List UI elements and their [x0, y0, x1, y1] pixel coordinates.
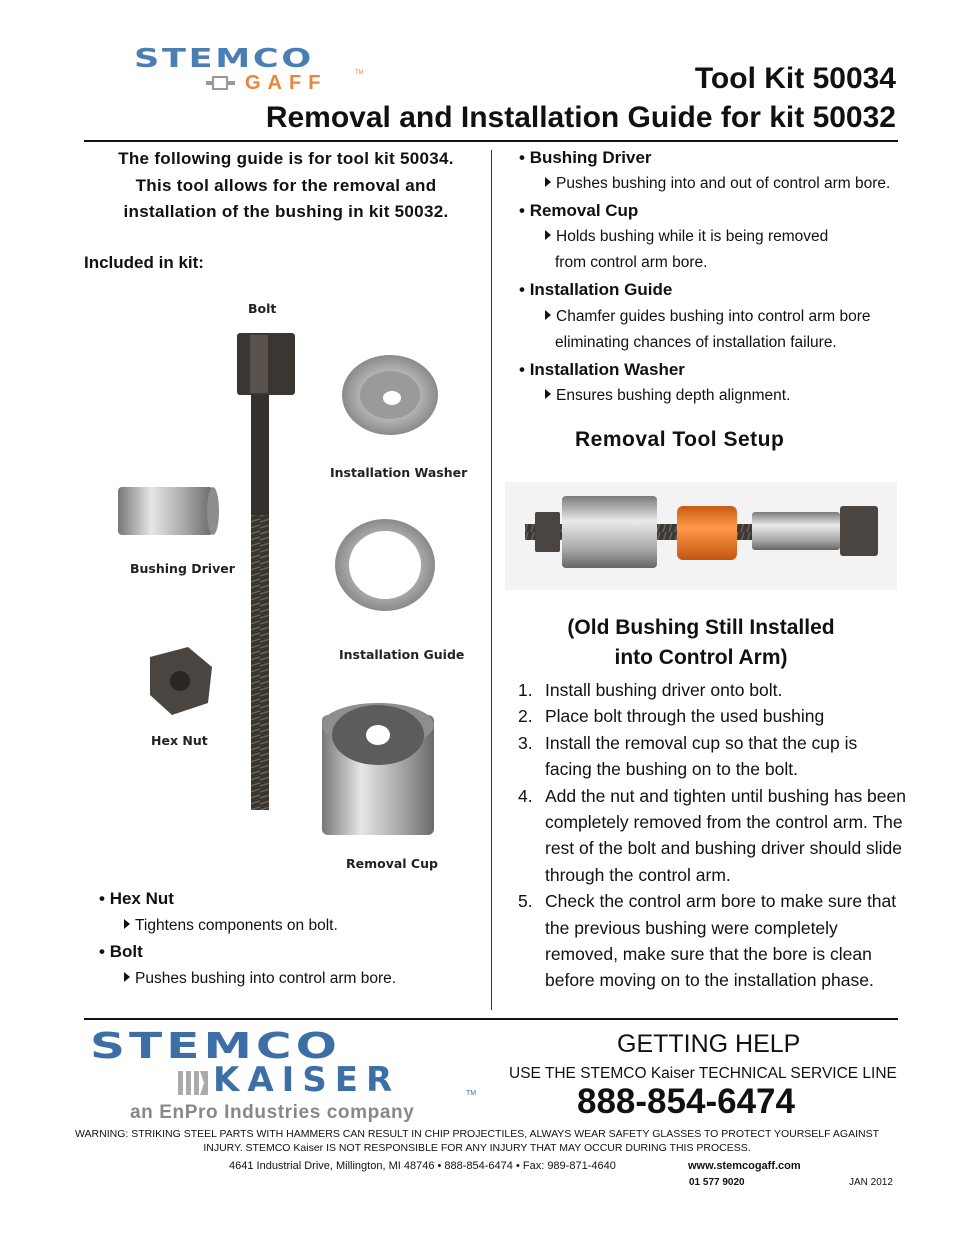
company-address: 4641 Industrial Drive, Millington, MI 48746 • 888-854-6474 • Fax: 989-871-4640 — [229, 1160, 616, 1172]
bushing-driver-image — [118, 487, 219, 535]
removal-subtitle: (Old Bushing Still Installed into Control Arm) — [567, 616, 835, 669]
triangle-bullet-icon — [545, 310, 551, 320]
safety-warning: WARNING: STRIKING STEEL PARTS WITH HAMMERS CAN RESULT IN CHIP PROJECTILES, ALWAYS WEAR SAFETY GLASSES TO PROTECT YOURSELF AGAINST INJURY. STEMCO Kaiser IS NOT RESPONSIBLE FOR ANY INJURY THAT MAY OCCUR DURING THIS PROCESS. — [75, 1128, 879, 1154]
kaiser-tm: TM — [466, 1090, 477, 1097]
gaff-logo: GAFF — [245, 72, 328, 94]
page-subtitle: Removal and Installation Guide for kit 50032 — [265, 101, 896, 134]
gaff-mark-icon — [206, 75, 236, 91]
enpro-tagline: an EnPro Industries company — [130, 1102, 415, 1123]
footer-stemco-logo: STEMCO — [90, 1026, 342, 1067]
help-line: USE THE STEMCO Kaiser TECHNICAL SERVICE LINE — [509, 1065, 897, 1082]
triangle-bullet-icon — [124, 972, 130, 982]
service-phone: 888-854-6474 — [577, 1082, 795, 1121]
document-number: 01 577 9020 — [689, 1177, 745, 1188]
installation-washer-image — [342, 355, 438, 435]
triangle-bullet-icon — [124, 919, 130, 929]
removal-setup-photo — [505, 482, 897, 590]
item-installation-washer: • Installation Washer — [519, 360, 685, 379]
item-bolt: • Bolt — [99, 942, 143, 961]
intro-text: The following guide is for tool kit 50034. This tool allows for the removal and installation of the bushing in kit 50032. — [118, 149, 454, 221]
step-3: 3. Install the removal cup so that the cup is facing the bushing on to the bolt. — [518, 732, 858, 780]
step-5: 5. Check the control arm bore to make sure that the previous bushing were completely removed, make sure that the bore is clean before moving on to the installation phase. — [518, 891, 897, 991]
footer-kaiser-logo: KAISER — [213, 1060, 401, 1100]
help-title: GETTING HELP — [617, 1030, 801, 1058]
photo-label-bolt: Bolt — [248, 301, 277, 316]
triangle-bullet-icon — [545, 389, 551, 399]
triangle-bullet-icon — [545, 230, 551, 240]
item-removal-cup-desc: Holds bushing while it is being removed from control arm bore. — [545, 224, 828, 276]
photo-label-bushing-driver: Bushing Driver — [130, 561, 235, 576]
removal-cup-image — [322, 703, 434, 835]
kaiser-mark-icon — [176, 1067, 210, 1097]
installation-guide-image — [335, 519, 435, 611]
item-removal-cup: • Removal Cup — [519, 201, 639, 220]
gaff-tm: TM — [355, 70, 364, 76]
triangle-bullet-icon — [545, 177, 551, 187]
step-4: 4. Add the nut and tighten until bushing has been completely removed from the control arm. The rest of the bolt and bushing driver should slide through the control arm. — [518, 785, 906, 885]
footer-rule — [84, 1018, 898, 1020]
bolt-image — [237, 333, 295, 810]
item-bolt-desc: Pushes bushing into control arm bore. — [124, 966, 396, 992]
website-link[interactable]: www.stemcogaff.com — [688, 1160, 801, 1172]
stemco-logo: STEMCO — [134, 44, 314, 74]
item-installation-guide-desc: Chamfer guides bushing into control arm bore eliminating chances of installation failure. — [545, 304, 870, 356]
item-bushing-driver: • Bushing Driver — [519, 148, 652, 167]
kit-parts-photo — [100, 295, 480, 885]
included-label: Included in kit: — [84, 253, 204, 272]
document-date: JAN 2012 — [849, 1177, 893, 1188]
step-1: 1. Install bushing driver onto bolt. — [518, 680, 783, 700]
header-rule — [84, 140, 898, 142]
hex-nut-image — [150, 647, 212, 715]
step-2: 2. Place bolt through the used bushing — [518, 706, 825, 727]
photo-label-installation-guide: Installation Guide — [339, 647, 465, 662]
photo-label-removal-cup: Removal Cup — [346, 856, 438, 871]
photo-label-installation-washer: Installation Washer — [330, 465, 468, 480]
removal-section-title: Removal Tool Setup — [575, 428, 785, 451]
item-hex-nut: • Hex Nut — [99, 889, 174, 908]
item-installation-washer-desc: Ensures bushing depth alignment. — [545, 383, 790, 409]
photo-label-hex-nut: Hex Nut — [151, 733, 208, 748]
page-title: Tool Kit 50034 — [694, 62, 896, 95]
item-hex-nut-desc: Tightens components on bolt. — [124, 913, 338, 939]
removal-steps — [518, 677, 908, 994]
item-bushing-driver-desc: Pushes bushing into and out of control arm bore. — [545, 171, 890, 197]
column-divider — [491, 150, 492, 1010]
item-installation-guide: • Installation Guide — [519, 280, 673, 299]
